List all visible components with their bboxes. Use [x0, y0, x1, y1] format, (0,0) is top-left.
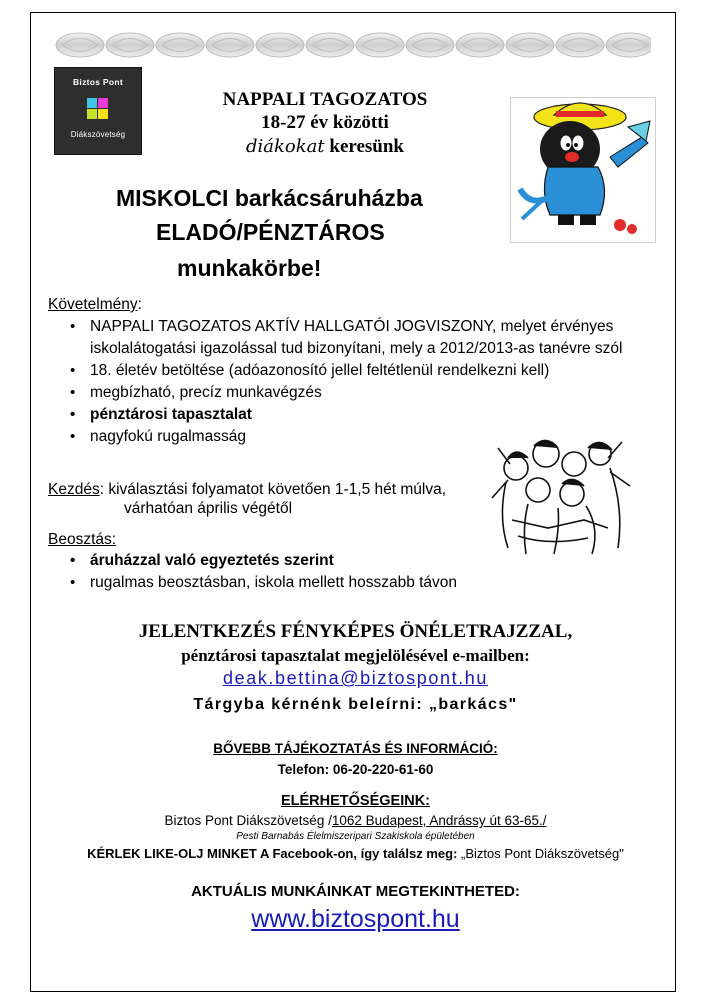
swirl-ornament: [406, 33, 454, 57]
contacts-heading-text: ELÉRHETŐSÉGEINK:: [280, 793, 431, 809]
apply-heading: JELENTKEZÉS FÉNYKÉPES ÖNÉLETRAJZZAL,: [138, 621, 573, 642]
group-of-students-illustration: [488, 428, 634, 556]
website-link[interactable]: www.biztospont.hu: [251, 905, 460, 933]
swirl-ornament: [256, 33, 304, 57]
swirl-ornament: [106, 33, 154, 57]
email-link[interactable]: deak.bettina@biztospont.hu: [222, 668, 489, 688]
schedule-label: Beosztás:: [48, 531, 117, 548]
header-italic-word: diákokat: [245, 136, 325, 157]
contacts-address-line: [0, 812, 711, 830]
requirement-item: • pénztárosi tapasztalat: [70, 404, 650, 426]
mole-gardener-illustration: [510, 97, 656, 243]
start-line-1: Kezdés: kiválasztási folyamatot követően 1-1,5 hét múlva,: [48, 481, 447, 498]
start-text-1: kiválasztási folyamatot követően 1-1,5 hét múlva,: [108, 481, 447, 498]
schedule-item: • áruházzal való egyeztetés szerint: [70, 550, 650, 572]
facebook-line: [0, 845, 711, 863]
info-heading-text: BŐVEBB TÁJÉKOZTATÁS ÉS INFORMÁCIÓ:: [213, 741, 498, 756]
biztos-pont-logo: [54, 67, 142, 155]
requirements-label: Követelmény:: [48, 296, 142, 313]
requirements-label-text: Követelmény: [48, 296, 138, 313]
decorative-swirl-banner: [55, 28, 651, 62]
apply-subject-instruction: Tárgyba kérnénk beleírni: „barkács": [193, 696, 518, 713]
contacts-note: Pesti Barnabás Élelmiszeripari Szakiskola épületében: [236, 831, 475, 842]
start-line-2: várhatóan április végétől: [124, 500, 293, 517]
swirl-ornament: [556, 33, 604, 57]
swirl-ornament: [506, 33, 554, 57]
swirl-ornament: [356, 33, 404, 57]
header-line-3: [160, 134, 490, 159]
footer-website-wrap: [0, 902, 711, 936]
headline-line-3: munkakörbe!: [177, 255, 322, 281]
start-label: Kezdés: [48, 481, 100, 498]
requirement-item: • nagyfokú rugalmasság: [70, 426, 650, 448]
footer-heading: AKTUÁLIS MUNKÁINKAT MEGTEKINTHETED:: [191, 883, 520, 900]
info-heading: [0, 740, 711, 758]
swirl-ornament: [456, 33, 504, 57]
headline-line-1: MISKOLCI barkácsáruházba: [116, 185, 423, 211]
header-line-2: 18-27 év közötti: [261, 112, 389, 133]
schedule-list: [70, 550, 650, 594]
facebook-page-name[interactable]: „Biztos Pont Diákszövetség": [461, 846, 624, 861]
contacts-org: Biztos Pont Diákszövetség /: [164, 813, 332, 828]
apply-email-wrap: [0, 666, 711, 691]
contacts-heading: [0, 792, 711, 810]
swirl-ornament: [56, 33, 104, 57]
contacts-address: 1062 Budapest, Andrássy út 63-65./: [331, 813, 547, 828]
logo-color-squares-icon: [87, 98, 109, 120]
header-line-1: NAPPALI TAGOZATOS: [222, 89, 428, 110]
logo-text-top: Biztos Pont: [72, 77, 124, 87]
facebook-instruction: KÉRLEK LIKE-OLJ MINKET A Facebook-on, így találsz meg:: [87, 846, 458, 861]
requirement-item: • NAPPALI TAGOZATOS AKTÍV HALLGATÓI JOGVISZONY, melyet érvényes iskolalátogatási igazolással tud bizonyítani, mely a 2012/2013-as tanévre szól: [70, 316, 650, 360]
swirl-ornament: [306, 33, 354, 57]
apply-subheading: pénztárosi tapasztalat megjelölésével e-mailben:: [181, 646, 530, 665]
swirl-ornament: [156, 33, 204, 57]
header-block: [160, 88, 490, 159]
swirl-ornament: [206, 33, 254, 57]
requirement-item: • 18. életév betöltése (adóazonosító jellel feltétlenül rendelkezni kell): [70, 360, 650, 382]
requirement-item: • megbízható, precíz munkavégzés: [70, 382, 650, 404]
schedule-item: • rugalmas beosztásban, iskola mellett hosszabb távon: [70, 572, 650, 594]
headline-line-2: ELADÓ/PÉNZTÁROS: [156, 219, 385, 245]
header-line-3-rest: keresünk: [329, 136, 404, 157]
logo-text-bottom: Diákszövetség: [70, 130, 126, 139]
info-phone: Telefon: 06-20-220-61-60: [277, 762, 434, 777]
